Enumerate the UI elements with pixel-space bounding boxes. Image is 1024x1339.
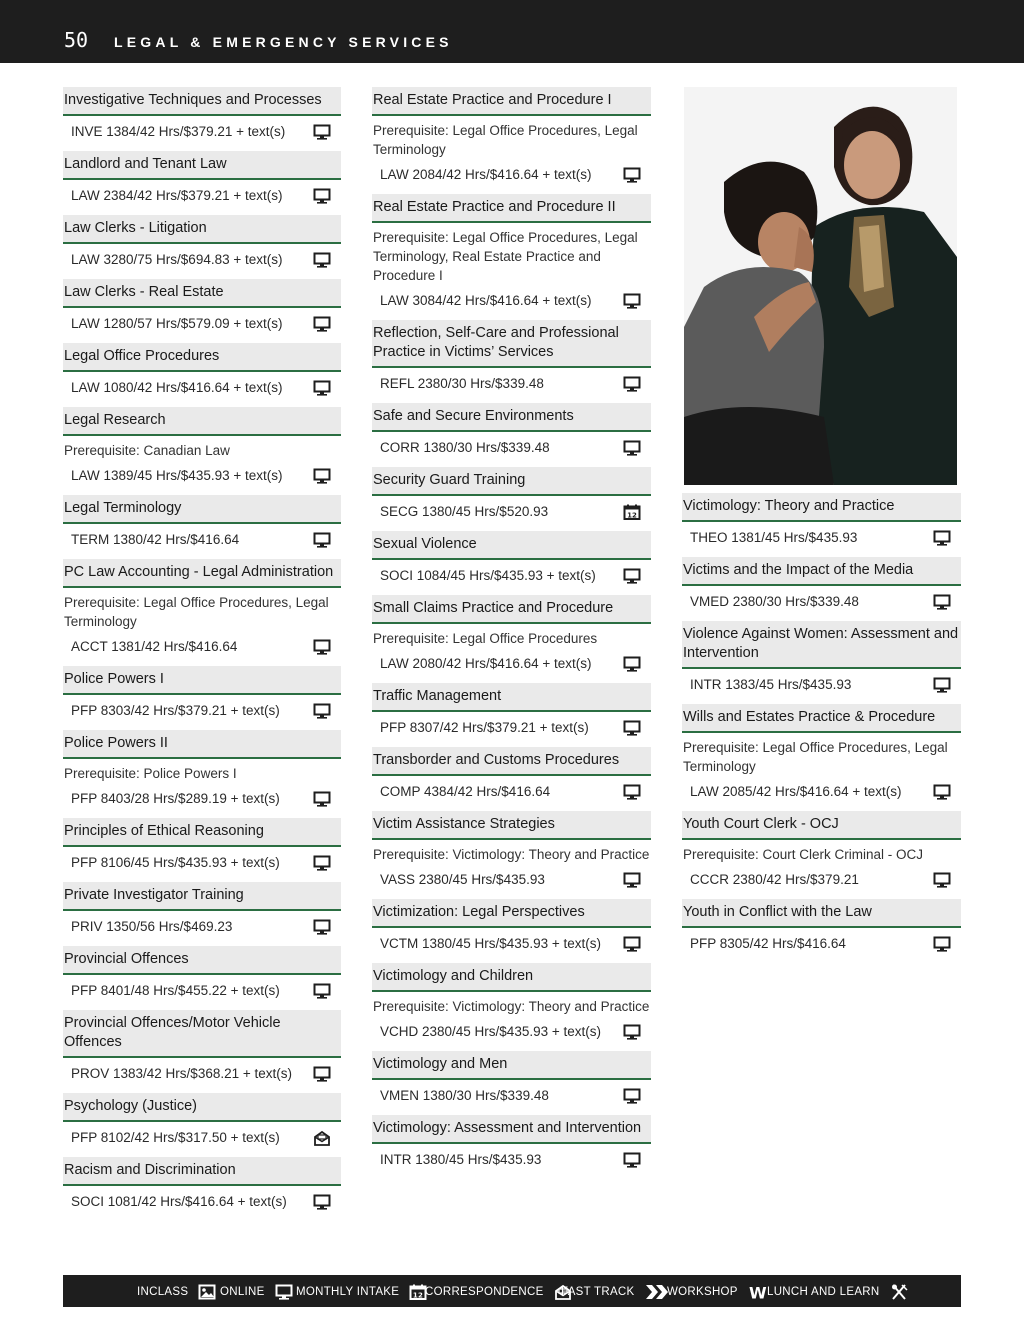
course-prerequisite: Prerequisite: Canadian Law (64, 443, 230, 458)
course-code-row (63, 788, 341, 810)
course-victimology-and-children (372, 963, 651, 1043)
course-code: VMEN 1380/30 Hrs/$339.48 (380, 1088, 549, 1103)
legend-fast-track (561, 1283, 669, 1301)
course-code-row (63, 1127, 341, 1149)
course-title: Investigative Techniques and Processes (63, 87, 341, 116)
course-provincial-offences-motor-vehicle-offences (63, 1010, 341, 1085)
legend-label: ONLINE (220, 1286, 265, 1298)
course-landlord-and-tenant-law (63, 151, 341, 207)
course-code: LAW 1080/42 Hrs/$416.64 + text(s) (71, 380, 283, 395)
course-title: Wills and Estates Practice & Procedure (682, 704, 961, 733)
online-icon (623, 440, 641, 456)
course-title: Violence Against Women: Assessment and Intervention (682, 621, 961, 669)
course-code-row (372, 933, 651, 955)
course-youth-court-clerk-ocj (682, 811, 961, 891)
course-code-row (372, 437, 651, 459)
online-icon (933, 872, 951, 888)
course-code-row (372, 565, 651, 587)
course-code: PFP 8102/42 Hrs/$317.50 + text(s) (71, 1130, 280, 1145)
course-title: Victimization: Legal Perspectives (372, 899, 651, 928)
legend-lunch-and-learn (767, 1283, 908, 1301)
course-title: Safe and Secure Environments (372, 403, 651, 432)
online-icon (313, 252, 331, 268)
course-code-row (63, 1191, 341, 1213)
course-code-row (63, 1063, 341, 1085)
course-title: Security Guard Training (372, 467, 651, 496)
course-prerequisite: Prerequisite: Police Powers I (64, 766, 237, 781)
course-title: Reflection, Self-Care and Professional Practice in Victims’ Services (372, 320, 651, 368)
online-icon (313, 1066, 331, 1082)
course-security-guard-training (372, 467, 651, 523)
course-victims-and-the-impact-of-the-media (682, 557, 961, 613)
course-code-row (372, 501, 651, 523)
monthly-icon (404, 1284, 427, 1300)
online-icon (623, 720, 641, 736)
course-prerequisite: Prerequisite: Legal Office Procedures (373, 631, 598, 646)
course-code: PFP 8106/45 Hrs/$435.93 + text(s) (71, 855, 280, 870)
inclass-icon (193, 1284, 216, 1300)
course-code-row (372, 164, 651, 186)
course-legal-research (63, 407, 341, 487)
course-pc-law-accounting-legal-administration (63, 559, 341, 658)
course-title: Real Estate Practice and Procedure I (372, 87, 651, 116)
course-prerequisite: Prerequisite: Legal Office Procedures, Legal Terminology (683, 740, 948, 774)
page-header (0, 0, 1024, 63)
course-code-row (682, 674, 961, 696)
online-icon (270, 1284, 293, 1300)
legend-workshop (667, 1283, 768, 1301)
fasttrack-icon (640, 1284, 669, 1300)
course-police-powers-i (63, 666, 341, 722)
course-title: Law Clerks - Litigation (63, 215, 341, 244)
legend-monthly-intake (296, 1283, 427, 1301)
legend-label: LUNCH AND LEARN (767, 1286, 880, 1298)
page-number: 50 (64, 28, 89, 52)
online-icon (313, 703, 331, 719)
course-code-row (682, 869, 961, 891)
course-title: Law Clerks - Real Estate (63, 279, 341, 308)
course-title: Youth in Conflict with the Law (682, 899, 961, 928)
course-safe-and-secure-environments (372, 403, 651, 459)
course-title: Transborder and Customs Procedures (372, 747, 651, 776)
online-icon (313, 532, 331, 548)
course-code: PFP 8401/48 Hrs/$455.22 + text(s) (71, 983, 280, 998)
course-code-row (63, 465, 341, 487)
course-title: Legal Research (63, 407, 341, 436)
course-code-row (63, 980, 341, 1002)
legend-online (220, 1283, 293, 1301)
online-icon (623, 656, 641, 672)
online-icon (313, 1194, 331, 1210)
correspondence-icon (313, 1130, 331, 1146)
course-column-1 (63, 87, 341, 1221)
course-code: VCHD 2380/45 Hrs/$435.93 + text(s) (380, 1024, 601, 1039)
online-icon (623, 167, 641, 183)
course-code: LAW 1389/45 Hrs/$435.93 + text(s) (71, 468, 283, 483)
course-title: Sexual Violence (372, 531, 651, 560)
course-title: Small Claims Practice and Procedure (372, 595, 651, 624)
course-racism-and-discrimination (63, 1157, 341, 1213)
course-real-estate-practice-and-procedure-ii (372, 194, 651, 312)
course-law-clerks-real-estate (63, 279, 341, 335)
online-icon (933, 784, 951, 800)
course-code: PROV 1383/42 Hrs/$368.21 + text(s) (71, 1066, 292, 1081)
course-code: PFP 8403/28 Hrs/$289.19 + text(s) (71, 791, 280, 806)
online-icon (313, 983, 331, 999)
course-title: Police Powers II (63, 730, 341, 759)
legend-label: WORKSHOP (667, 1286, 738, 1298)
online-icon (313, 639, 331, 655)
course-code-row (372, 1085, 651, 1107)
course-code-row (63, 529, 341, 551)
online-icon (313, 380, 331, 396)
course-code: LAW 3280/75 Hrs/$694.83 + text(s) (71, 252, 283, 267)
online-icon (313, 855, 331, 871)
online-icon (623, 936, 641, 952)
course-code-row (372, 373, 651, 395)
course-real-estate-practice-and-procedure-i (372, 87, 651, 186)
course-prerequisite: Prerequisite: Victimology: Theory and Practice (373, 999, 650, 1014)
course-principles-of-ethical-reasoning (63, 818, 341, 874)
online-icon (313, 188, 331, 204)
course-code: INTR 1380/45 Hrs/$435.93 (380, 1152, 542, 1167)
course-private-investigator-training (63, 882, 341, 938)
course-reflection-self-care-and-professional-practice-in-victims-services (372, 320, 651, 395)
course-code: REFL 2380/30 Hrs/$339.48 (380, 376, 544, 391)
course-title: Youth Court Clerk - OCJ (682, 811, 961, 840)
legend-label: INCLASS (137, 1286, 189, 1298)
course-law-clerks-litigation (63, 215, 341, 271)
course-sexual-violence (372, 531, 651, 587)
course-title: PC Law Accounting - Legal Administration (63, 559, 341, 588)
course-code: CORR 1380/30 Hrs/$339.48 (380, 440, 550, 455)
course-victimization-legal-perspectives (372, 899, 651, 955)
course-code: TERM 1380/42 Hrs/$416.64 (71, 532, 240, 547)
course-code-row (63, 636, 341, 658)
course-title: Principles of Ethical Reasoning (63, 818, 341, 847)
legend-label: MONTHLY INTAKE (296, 1286, 400, 1298)
course-code-row (63, 700, 341, 722)
course-column-2 (372, 87, 651, 1179)
course-code-row (63, 249, 341, 271)
course-code-row (682, 591, 961, 613)
course-code-row (63, 916, 341, 938)
course-code: LAW 2384/42 Hrs/$379.21 + text(s) (71, 188, 283, 203)
course-legal-terminology (63, 495, 341, 551)
course-youth-in-conflict-with-the-law (682, 899, 961, 955)
course-title: Police Powers I (63, 666, 341, 695)
course-code-row (63, 121, 341, 143)
course-title: Provincial Offences (63, 946, 341, 975)
course-title: Victim Assistance Strategies (372, 811, 651, 840)
course-title: Racism and Discrimination (63, 1157, 341, 1186)
course-code: VMED 2380/30 Hrs/$339.48 (690, 594, 859, 609)
course-code: SOCI 1084/45 Hrs/$435.93 + text(s) (380, 568, 596, 583)
course-code-row (63, 313, 341, 335)
course-title: Victimology: Theory and Practice (682, 493, 961, 522)
online-icon (933, 936, 951, 952)
course-prerequisite: Prerequisite: Legal Office Procedures, Legal Terminology (373, 123, 638, 157)
course-code-row (63, 852, 341, 874)
course-code-row (372, 869, 651, 891)
online-icon (623, 872, 641, 888)
online-icon (623, 376, 641, 392)
counselling-photo (684, 87, 957, 485)
course-code: INTR 1383/45 Hrs/$435.93 (690, 677, 852, 692)
online-icon (623, 1152, 641, 1168)
delivery-legend (63, 1275, 961, 1307)
course-code-row (682, 781, 961, 803)
course-violence-against-women-assessment-and-intervention (682, 621, 961, 696)
course-police-powers-ii (63, 730, 341, 810)
course-title: Real Estate Practice and Procedure II (372, 194, 651, 223)
course-title: Victimology: Assessment and Intervention (372, 1115, 651, 1144)
course-code-row (63, 377, 341, 399)
course-title: Legal Office Procedures (63, 343, 341, 372)
course-legal-office-procedures (63, 343, 341, 399)
lunch-icon (885, 1284, 908, 1300)
online-icon (313, 791, 331, 807)
course-title: Landlord and Tenant Law (63, 151, 341, 180)
course-victimology-theory-and-practice (682, 493, 961, 549)
course-code: PFP 8305/42 Hrs/$416.64 (690, 936, 846, 951)
course-title: Psychology (Justice) (63, 1093, 341, 1122)
course-victim-assistance-strategies (372, 811, 651, 891)
online-icon (313, 124, 331, 140)
online-icon (623, 784, 641, 800)
online-icon (933, 677, 951, 693)
legend-label: CORRESPONDENCE (425, 1286, 544, 1298)
course-title: Private Investigator Training (63, 882, 341, 911)
svg-text:W: W (748, 1284, 767, 1300)
course-code-row (63, 185, 341, 207)
course-code: LAW 1280/57 Hrs/$579.09 + text(s) (71, 316, 283, 331)
course-code: ACCT 1381/42 Hrs/$416.64 (71, 639, 238, 654)
legend-correspondence (425, 1283, 572, 1301)
course-code-row (682, 933, 961, 955)
online-icon (933, 530, 951, 546)
course-title: Victims and the Impact of the Media (682, 557, 961, 586)
course-column-3 (682, 493, 961, 963)
online-icon (313, 919, 331, 935)
online-icon (313, 316, 331, 332)
course-code-row (372, 653, 651, 675)
course-prerequisite: Prerequisite: Legal Office Procedures, Legal Terminology (64, 595, 329, 629)
course-provincial-offences (63, 946, 341, 1002)
workshop-icon (743, 1284, 768, 1300)
course-code: VASS 2380/45 Hrs/$435.93 (380, 872, 545, 887)
svg-text:12: 12 (627, 511, 637, 520)
course-code: INVE 1384/42 Hrs/$379.21 + text(s) (71, 124, 286, 139)
course-code-row (372, 781, 651, 803)
course-prerequisite: Prerequisite: Legal Office Procedures, Legal Terminology, Real Estate Practice and Procedure I (373, 230, 638, 283)
course-code: COMP 4384/42 Hrs/$416.64 (380, 784, 551, 799)
course-code-row (372, 1149, 651, 1171)
course-title: Provincial Offences/Motor Vehicle Offences (63, 1010, 341, 1058)
course-victimology-and-men (372, 1051, 651, 1107)
course-code: SOCI 1081/42 Hrs/$416.64 + text(s) (71, 1194, 287, 1209)
course-code: LAW 3084/42 Hrs/$416.64 + text(s) (380, 293, 592, 308)
legend-inclass (137, 1283, 216, 1301)
online-icon (313, 468, 331, 484)
course-title: Traffic Management (372, 683, 651, 712)
course-code: THEO 1381/45 Hrs/$435.93 (690, 530, 858, 545)
svg-text:12: 12 (413, 1291, 424, 1300)
course-code-row (372, 1021, 651, 1043)
section-title: LEGAL & EMERGENCY SERVICES (114, 34, 453, 50)
legend-label: FAST TRACK (561, 1286, 635, 1298)
course-code: PFP 8307/42 Hrs/$379.21 + text(s) (380, 720, 589, 735)
course-prerequisite: Prerequisite: Victimology: Theory and Practice (373, 847, 650, 862)
course-wills-and-estates-practice-procedure (682, 704, 961, 803)
online-icon (623, 293, 641, 309)
course-code-row (372, 290, 651, 312)
course-psychology-justice (63, 1093, 341, 1149)
course-code: PFP 8303/42 Hrs/$379.21 + text(s) (71, 703, 280, 718)
course-traffic-management (372, 683, 651, 739)
online-icon (623, 1024, 641, 1040)
course-code-row (682, 527, 961, 549)
course-title: Victimology and Men (372, 1051, 651, 1080)
course-small-claims-practice-and-procedure (372, 595, 651, 675)
course-code: PRIV 1350/56 Hrs/$469.23 (71, 919, 233, 934)
course-code-row (372, 717, 651, 739)
course-victimology-assessment-and-intervention (372, 1115, 651, 1171)
course-title: Legal Terminology (63, 495, 341, 524)
course-code: LAW 2084/42 Hrs/$416.64 + text(s) (380, 167, 592, 182)
course-title: Victimology and Children (372, 963, 651, 992)
online-icon (933, 594, 951, 610)
monthly-icon (623, 504, 641, 520)
course-transborder-and-customs-procedures (372, 747, 651, 803)
course-code: VCTM 1380/45 Hrs/$435.93 + text(s) (380, 936, 601, 951)
course-code: SECG 1380/45 Hrs/$520.93 (380, 504, 549, 519)
course-code: CCCR 2380/42 Hrs/$379.21 (690, 872, 859, 887)
online-icon (623, 1088, 641, 1104)
course-code: LAW 2085/42 Hrs/$416.64 + text(s) (690, 784, 902, 799)
course-investigative-techniques-and-processes (63, 87, 341, 143)
course-prerequisite: Prerequisite: Court Clerk Criminal - OCJ (683, 847, 924, 862)
course-code: LAW 2080/42 Hrs/$416.64 + text(s) (380, 656, 592, 671)
online-icon (623, 568, 641, 584)
